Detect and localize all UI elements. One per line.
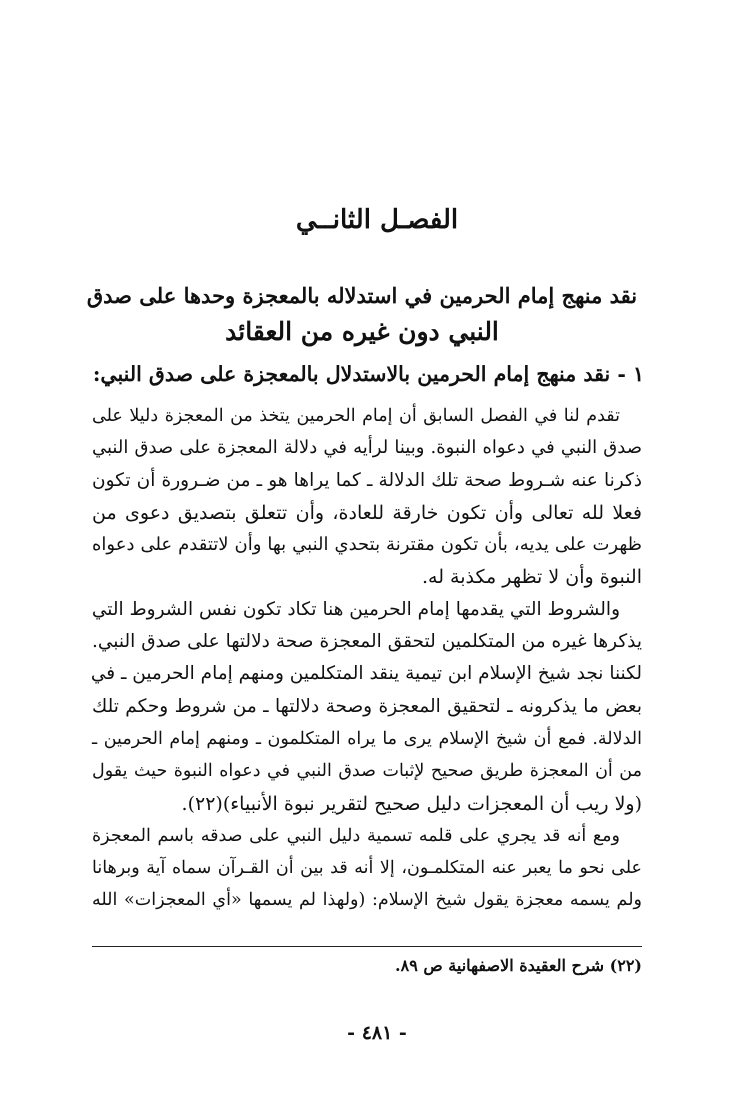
text-line: على نحو ما يعبر عنه المتكلمـون، إلا أنه قد بين أن القـرآن سماه آية وبرهانا — [92, 858, 642, 879]
text-line: تقدم لنا في الفصل السابق أن إمام الحرمين يتخذ من المعجزة دليلا على — [92, 406, 620, 426]
body-text — [92, 400, 642, 917]
footnote-divider — [92, 946, 642, 947]
text-line: ظهرت على يديه، بأن تكون مقترنة بتحدي النبي بها وأن لاتتقدم على دعواه — [92, 534, 642, 556]
text-line: يذكرها غيره من المتكلمين لتحقق المعجزة صحة دلالتها على صدق النبي. — [92, 631, 642, 653]
paragraph-2 — [92, 594, 642, 820]
text-line: (ولا ريب أن المعجزات دليل صحيح لتقرير نبوة الأنبياء)(٢٢). — [181, 792, 642, 815]
paragraph-1 — [92, 400, 642, 594]
page-number: - ٤٨١ - — [347, 1022, 407, 1044]
paragraph-3 — [92, 820, 642, 917]
text-line: ومع أنه قد يجري على قلمه تسمية دليل النبي على صدقه باسم المعجزة — [92, 825, 620, 846]
text-line: صدق النبي في دعواه النبوة. وبينا لرأيه في دلالة المعجزة على صدق النبي — [92, 437, 642, 459]
text-line: ذكرنا عنه شـروط صحة تلك الدلالة ـ كما يراها هو ـ من ضـرورة أن تكون — [92, 469, 642, 491]
text-line: الدلالة. فمع أن شيخ الإسلام يرى ما يراه المتكلمون ـ ومنهم إمام الحرمين ـ — [92, 728, 642, 749]
section-heading: ١ - نقد منهج إمام الحرمين بالاستدلال بالمعجزة على صدق النبي: — [92, 362, 644, 386]
footnote: (٢٢) شرح العقيدة الاصفهانية ص ٨٩. — [395, 956, 642, 975]
chapter-subtitle — [82, 278, 642, 350]
text-line: بعض ما يذكرونه ـ لتحقيق المعجزة وصحة دلالتها ـ من شروط وحكم تلك — [92, 695, 642, 717]
text-line: ولم يسمه معجزة يقول شيخ الإسلام: (ولهذا لم يسمها «أي المعجزات» الله — [92, 890, 642, 911]
text-line: والشروط التي يقدمها إمام الحرمين هنا تكاد تكون نفس الشروط التي — [91, 598, 620, 620]
text-line: فعلا لله تعالى وأن تكون خارقة للعادة، وأن تتعلق بتصديق دعوى من — [92, 501, 642, 524]
chapter-subtitle-line-1: نقد منهج إمام الحرمين في استدلاله بالمعجزة وحدها على صدق — [86, 283, 638, 308]
text-line: لكننا نجد شيخ الإسلام ابن تيمية ينقد المتكلمين ومنهم إمام الحرمين ـ في — [90, 663, 642, 685]
text-line: النبوة وأن لا تظهر مكذبة له. — [422, 566, 642, 589]
text-line: من أن المعجزة طريق صحيح لإثبات صدق النبي في دعواه النبوة حيث يقول — [92, 761, 642, 782]
chapter-subtitle-line-2: النبي دون غيره من العقائد — [225, 317, 499, 346]
chapter-title: الفصـل الثانــي — [295, 205, 459, 235]
